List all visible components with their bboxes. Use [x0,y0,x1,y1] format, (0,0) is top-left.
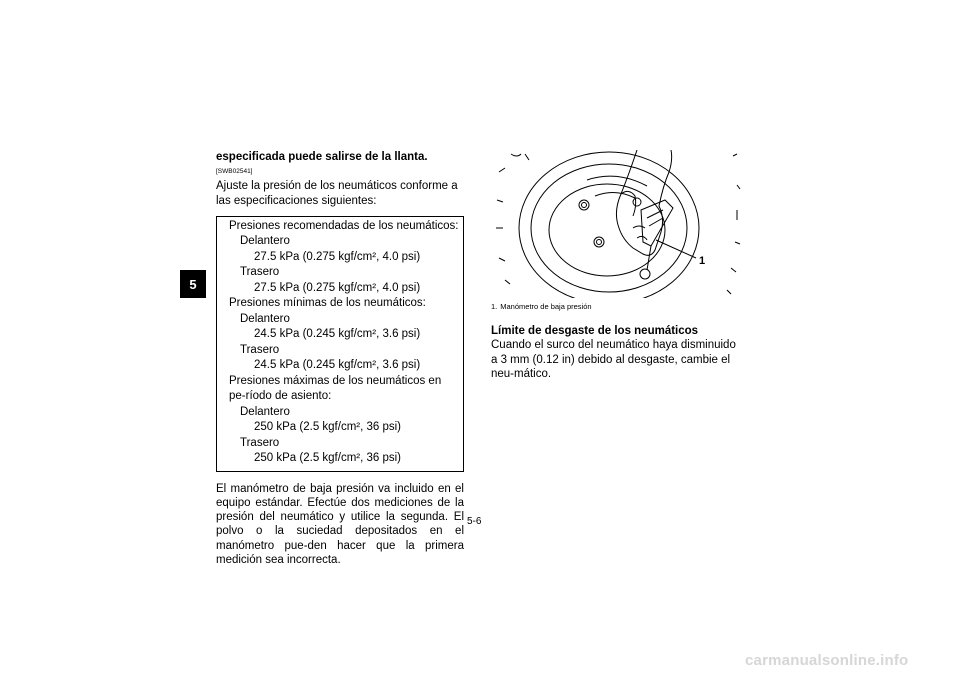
intro-paragraph: Ajuste la presión de los neumáticos conforme a las especificaciones siguientes: [216,180,458,207]
maximum-heading: Presiones máximas de los neumáticos en pe-ríodo de asiento: [229,374,442,403]
gauge-paragraph: El manómetro de baja presión va incluido en el equipo estándar. Efectúe dos mediciones de la presión del neumático y utilice la segunda. El polvo o la suciedad depositados en el manómetro pue-den hacer que la primera medición sea incorrecta. [216,482,464,566]
chapter-tab [180,270,206,298]
right-column [491,150,742,381]
maximum-front-value: 250 kPa (2.5 kgf/cm², 36 psi) [254,421,402,434]
watermark: carmanualsonline.info [745,652,909,669]
figure-caption [491,300,742,314]
minimum-rear-label: Trasero [240,343,280,356]
minimum-heading: Presiones mínimas de los neumáticos: [229,297,426,310]
recommended-rear-value: 27.5 kPa (0.275 kgf/cm², 4.0 psi) [254,281,421,294]
warning-end [216,150,464,179]
maximum-rear-value: 250 kPa (2.5 kgf/cm², 36 psi) [254,452,402,465]
recommended-rear-label: Trasero [240,266,280,279]
chapter-tab-label: 5 [189,276,197,292]
left-column [216,150,464,567]
warning-end-text: especificada puede salirse de la llanta. [216,151,428,163]
wear-limit-paragraph: Cuando el surco del neumático haya disminuido a 3 mm (0.12 in) debido al desgaste, cambie el neu-mático. [491,339,736,380]
recommended-front-label: Delantero [240,235,290,248]
figure-callout-1: 1 [699,255,706,267]
minimum-front-value: 24.5 kPa (0.245 kgf/cm², 3.6 psi) [254,328,421,341]
tire-pressure-spec-box [216,216,464,472]
caption-text: Manómetro de baja presión [500,302,592,311]
caption-number: 1. [491,302,498,311]
minimum-front-label: Delantero [240,312,290,325]
warning-code: [SWB02541] [216,168,253,176]
tire-gauge-illustration [491,150,742,298]
recommended-heading: Presiones recomendadas de los neumáticos: [229,219,459,232]
maximum-front-label: Delantero [240,405,290,418]
page-number: 5-6 [467,516,482,527]
tire-gauge-drawing [491,150,742,298]
recommended-front-value: 27.5 kPa (0.275 kgf/cm², 4.0 psi) [254,250,421,263]
maximum-rear-label: Trasero [240,436,280,449]
wear-limit-heading: Límite de desgaste de los neumáticos [491,325,699,338]
minimum-rear-value: 24.5 kPa (0.245 kgf/cm², 3.6 psi) [254,359,421,372]
